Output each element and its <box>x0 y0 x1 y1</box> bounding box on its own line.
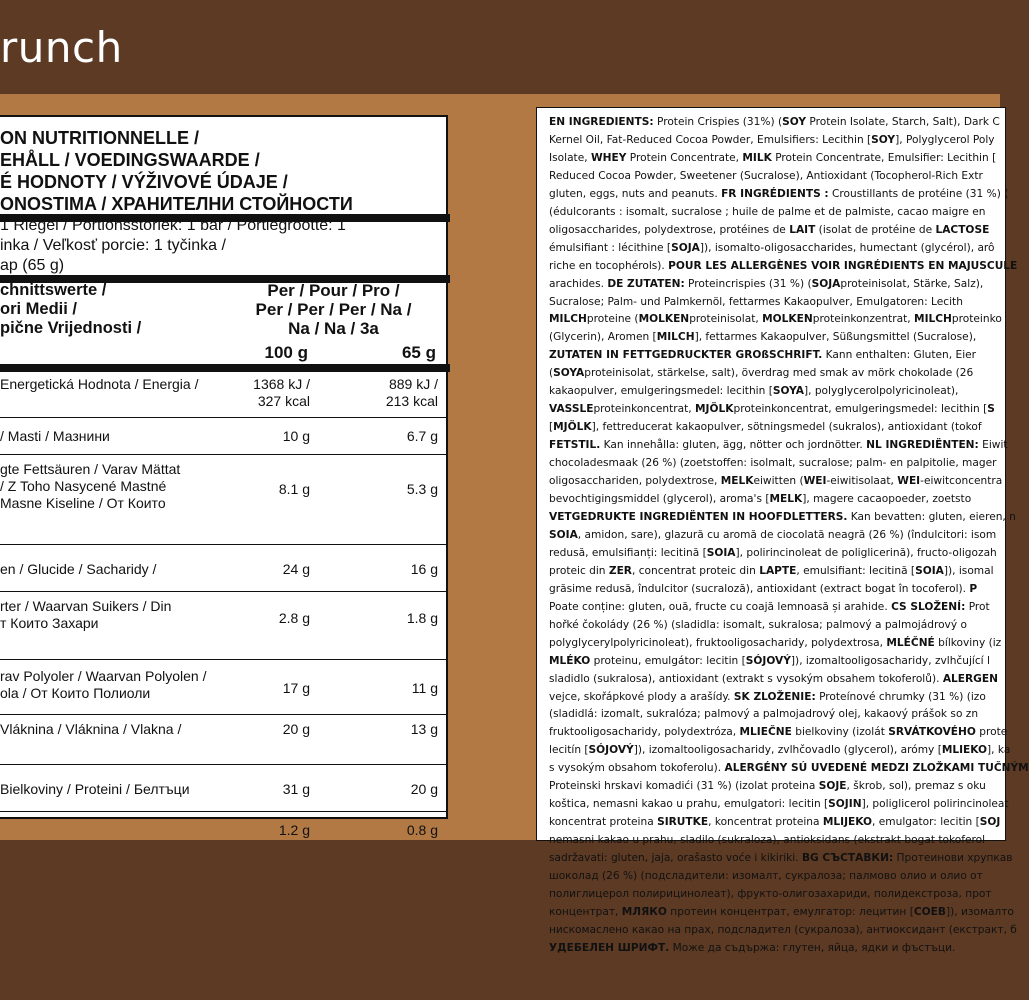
ingredients-line <box>549 832 1019 850</box>
ingredients-run: -eiwitconcentra <box>920 475 1003 488</box>
ingredients-line <box>549 132 1019 150</box>
value-per-100g <box>283 428 310 445</box>
ingredients-bold-run: ZUTATEN IN FETTGEDRUCKTER GROßSCHRIFT. <box>549 349 823 362</box>
ingredients-run: ], fettreducerat kakaopulver, sötningsmedel (sukralos), antioxidant (tokof <box>591 421 982 434</box>
ingredients-line <box>549 114 1019 132</box>
ingredients-run: oligosaccharides, polydextrose, protéines de <box>549 223 790 236</box>
value-per-100g-line: 1368 kJ / <box>253 376 310 392</box>
product-title: runch <box>0 23 123 72</box>
value-per-serving-line: 11 g <box>411 679 438 696</box>
ingredients-run: , škrob, sol), premaz s oku <box>846 780 986 793</box>
ingredients-bold-run: УДЕБЕЛЕН ШРИФТ. <box>549 941 670 954</box>
ingredients-run: proteine ( <box>586 313 639 326</box>
ingredients-bold-run: SOJ <box>979 816 1001 829</box>
ingredients-run: Poate conține: gluten, ouă, fructe cu coajă lemnoasă și arahide. <box>549 600 892 613</box>
ingredients-line <box>549 689 1019 707</box>
ingredients-bold-run: MLÉKO <box>549 654 591 667</box>
ingredients-run: nemasni kakao u prahu, sladilo (sukraloza), antioksidans (ekstrakt bogat tokoferol <box>549 834 986 847</box>
nutrient-label-line: Bielkoviny / Proteini / Белтъци <box>0 781 190 797</box>
nutrient-label-line: Vláknina / Vláknina / Vlakna / <box>0 721 182 737</box>
ingredients-bold-run: WEI <box>803 475 827 488</box>
ingredients-bold-run: P <box>969 582 978 595</box>
ingredients-bold-run: MILCH <box>656 331 695 344</box>
ingredients-run: proteinkoncentrat, <box>593 403 696 416</box>
ingredients-line <box>549 473 1019 491</box>
ingredients-run: ], polirincinoleat de poliglicerină), fructo-oligozah <box>735 546 997 559</box>
nutrient-row <box>0 714 448 765</box>
nutrient-label-line: gte Fettsäuren / Varav Mättat <box>0 461 181 477</box>
value-per-serving <box>411 561 438 578</box>
ingredients-run: (isolat de protéine de <box>815 223 936 236</box>
nutrition-heading-line: ON NUTRITIONNELLE / <box>0 128 199 148</box>
ingredients-line <box>549 365 1019 383</box>
nutrient-label <box>0 781 190 798</box>
ingredients-line <box>549 724 1019 742</box>
value-per-serving-line: 1.8 g <box>406 609 438 626</box>
ingredients-line <box>549 886 1019 904</box>
ingredients-bold-run: MELK <box>769 493 803 506</box>
value-per-100g <box>283 561 310 578</box>
ingredients-run: ], polyglycerolpolyricinoleat), <box>803 385 959 398</box>
ingredients-bold-run: SOIA <box>549 528 578 541</box>
ingredients-bold-run: SÓJOVÝ <box>745 654 791 667</box>
nutrition-heading-line: É HODNOTY / VÝŽIVOVÉ ÚDAJE / <box>0 172 288 192</box>
nutrient-label-line: rav Polyoler / Waarvan Polyolen / <box>0 668 207 684</box>
ingredients-bold-run: SOIA <box>706 546 736 559</box>
ingredients-run: (Glycerin), Aromen [ <box>549 331 657 344</box>
ingredients-line <box>549 940 1019 958</box>
serving-size-line: inka / Veľkosť porcie: 1 tyčinka / <box>0 237 226 254</box>
ingredients-bold-run: SOJA <box>671 241 700 254</box>
ingredients-run: Kann enthalten: Gluten, Eier <box>822 349 977 362</box>
ingredients-line <box>549 437 1019 455</box>
value-per-serving-line: 16 g <box>410 561 438 577</box>
top-banner <box>0 0 1000 94</box>
value-per-100g-line: 24 g <box>282 561 310 577</box>
value-per-serving <box>411 721 438 738</box>
ingredients-run: bielkoviny (izolát <box>791 726 889 739</box>
ingredients-bold-run: SOJA <box>811 277 841 290</box>
ingredients-line <box>549 527 1019 545</box>
value-per-100g <box>279 822 310 839</box>
ingredients-bold-run: WHEY <box>590 151 627 164</box>
ingredients-run: Kernel Oil, Fat-Reduced Cocoa Powder, Emulsifiers: Lecithin [ <box>549 133 872 146</box>
ingredients-run: oligosacchariden, polydextrose, <box>549 475 721 488</box>
ingredients-text <box>549 114 1029 958</box>
ingredients-run: koštica, nemasni kakao u prahu, emulgatori: lecitin [ <box>549 798 829 811</box>
ingredients-bold-run: SOYA <box>772 385 804 398</box>
nutrient-label <box>0 721 181 738</box>
value-per-100g <box>283 781 310 798</box>
ingredients-line <box>549 706 1019 724</box>
ingredients-run: proteinko <box>951 313 1002 326</box>
ingredients-line <box>549 778 1019 796</box>
value-per-100g-line: 2.8 g <box>278 609 310 626</box>
ingredients-line <box>549 150 1019 168</box>
average-values-header-line: ori Medii / <box>0 300 78 318</box>
ingredients-run: lecitín [ <box>549 744 589 757</box>
ingredients-line <box>549 294 1019 312</box>
ingredients-bold-run: ZER <box>608 564 632 577</box>
value-per-serving-line: 13 g <box>410 721 438 737</box>
per-serving-header: 65 g <box>401 343 436 362</box>
ingredients-run: , emulgator: lecitin [ <box>872 816 980 829</box>
ingredients-bold-run: FR INGRÉDIENTS : <box>721 187 829 200</box>
nutrient-row <box>0 764 448 812</box>
ingredients-run: chocoladesmaak (26 %) (zoetstoffen: isolmalt, sucralose; palm- en palpitolie, mager <box>549 457 997 470</box>
ingredients-run: riche en tocophérols). <box>549 259 669 272</box>
nutrition-heading <box>0 127 353 215</box>
ingredients-line <box>549 204 1019 222</box>
value-per-100g-line: 17 g <box>282 679 310 696</box>
ingredients-line <box>549 599 1019 617</box>
value-per-serving <box>411 781 438 798</box>
ingredients-line <box>549 168 1019 186</box>
ingredients-line <box>549 796 1019 814</box>
serving-size-line: 1 Riegel / Portionsstorlek: 1 bar / Portiegrootte: 1 <box>0 217 346 234</box>
ingredients-run: ], fettarmes Kakaopulver, Süßungsmittel (Sucralose), <box>694 331 977 344</box>
ingredients-bold-run: SOY <box>871 133 896 146</box>
nutrient-row <box>0 544 448 592</box>
ingredients-bold-run: MJÖLK <box>695 403 734 416</box>
ingredients-bold-run: SK ZLOŽENIE: <box>733 690 816 703</box>
nutrient-label <box>0 668 206 702</box>
value-per-100g <box>279 610 310 627</box>
ingredients-run: Kan bevatten: gluten, eieren, n <box>847 510 1016 523</box>
value-per-serving <box>407 822 438 839</box>
ingredients-bold-run: MILCH <box>549 313 587 326</box>
ingredients-bold-run: МЛЯКО <box>621 905 667 918</box>
ingredients-run: sladidlo (sukralosa), antioxidant (extrakt s vysokým obsahem tokoferolů). <box>549 672 943 685</box>
ingredients-run: протеин концентрат, емулгатор: лецитин [ <box>666 905 914 918</box>
ingredients-run: Протеинови хрупкав <box>893 852 1013 865</box>
ingredients-run: Protein Isolate, Starch, Salt), Dark C <box>806 116 1000 128</box>
ingredients-bold-run: NL INGREDIËNTEN: <box>866 439 979 452</box>
value-per-100g-line: 10 g <box>282 428 310 444</box>
value-per-serving-line: 0.8 g <box>406 822 438 838</box>
ingredients-run: ], Polyglycerol Poly <box>895 133 995 146</box>
ingredients-run: ], poliglicerol polirincinoleat <box>861 798 1009 811</box>
ingredients-line <box>549 653 1019 671</box>
ingredients-line <box>549 850 1019 868</box>
ingredients-run: шоколад (26 %) (подсладители: изомалт, сукралоза; палмово олио и олио от <box>549 870 983 883</box>
value-per-100g-line: 1.2 g <box>278 822 310 838</box>
ingredients-bold-run: SRVÁTKOVÉHO <box>888 726 976 739</box>
value-per-100g <box>283 721 310 738</box>
ingredients-run: proteinisolat, Stärke, Salz), <box>840 277 984 290</box>
ingredients-bold-run: CS SLOŽENÍ: <box>891 600 966 613</box>
nutrient-label <box>0 598 171 632</box>
ingredients-line <box>549 868 1019 886</box>
nutrient-label <box>0 376 198 393</box>
ingredients-bold-run: VETGEDRUKTE INGREDIËNTEN IN HOOFDLETTERS. <box>549 510 848 523</box>
ingredients-run: , koncentrat proteina <box>708 816 823 829</box>
ingredients-run: proteinisolat, <box>689 313 763 326</box>
nutrient-row <box>0 591 448 660</box>
ingredients-bold-run: BG СЪСТАВКИ: <box>801 852 894 865</box>
per-100g-header: 100 g <box>264 343 308 362</box>
ingredients-run: [ <box>549 421 554 434</box>
nutrient-row <box>0 417 448 455</box>
value-per-serving <box>412 680 438 697</box>
value-per-100g <box>279 481 310 498</box>
nutrition-heading-line: ONOSTIMA / ХРАНИТЕЛНИ СТОЙНОСТИ <box>0 194 353 214</box>
ingredients-bold-run: MLIJEKO <box>822 816 873 829</box>
ingredients-bold-run: MOLKEN <box>638 313 690 326</box>
ingredients-run: s vysokým obsahom tokoferolu). <box>549 762 725 775</box>
ingredients-bold-run: SOJIN <box>828 798 862 811</box>
ingredients-run: полиглицерол полирицинолеат), фрукто-олигозахариди, полидекстроза, прот <box>549 887 992 900</box>
per-header-line: Per / Per / Per / Na / <box>255 300 412 319</box>
nutrient-label-line: rter / Waarvan Suikers / Din <box>0 598 172 614</box>
ingredients-run: bevochtigingsmiddel (glycerol), aroma's [ <box>549 493 770 506</box>
ingredients-run: polyglycerylpolyricinoleat), fruktooligosacharidy, polydextrosa, <box>549 636 887 649</box>
value-per-100g-line: 20 g <box>282 721 310 737</box>
ingredients-line <box>549 671 1019 689</box>
nutrition-facts-panel <box>0 115 448 838</box>
ingredients-run: ( <box>549 367 554 380</box>
ingredients-run: bílkoviny (iz <box>934 636 1002 649</box>
ingredients-line <box>549 383 1019 401</box>
nutrient-row <box>0 811 448 852</box>
ingredients-run: grăsime redusă, îndulcitor (sucraloză), antioxidant (extract bogat în tocoferol). <box>549 582 970 595</box>
ingredients-bold-run: СОЕВ <box>913 905 946 918</box>
nutrient-label-line: / Z Toho Nasycené Mastné <box>0 478 167 494</box>
ingredients-bold-run: SOJE <box>818 780 847 793</box>
ingredients-line <box>549 617 1019 635</box>
value-per-100g-line: 31 g <box>282 781 310 797</box>
ingredients-run: (sladidlá: izomalt, sukralóza; palmový a palmojadrový olej, kakaový prášok so zn <box>549 708 979 721</box>
ingredients-bold-run: MELK <box>720 475 754 488</box>
ingredients-run: Eiwit <box>978 439 1008 452</box>
ingredients-run: Sucralose; Palm- und Palmkernöl, fettarmes Kakaopulver, Emulgatoren: Lecith <box>549 295 963 308</box>
ingredients-run: redusă, emulsifianți: lecitină [ <box>549 546 707 559</box>
ingredients-bold-run: S <box>987 403 995 416</box>
nutrient-label-line: Energetická Hodnota / Energia / <box>0 376 199 392</box>
ingredients-bold-run: VASSLE <box>549 403 594 416</box>
serving-size <box>0 216 346 276</box>
ingredients-run: Proteincrispies (31 %) ( <box>684 277 812 290</box>
value-per-100g-line: 8.1 g <box>278 481 310 497</box>
ingredients-run: vejce, skořápkové plody a arašídy. <box>549 690 734 703</box>
ingredients-bold-run: FETSTIL. <box>549 439 601 452</box>
ingredients-run: Proteínové chrumky (31 %) (izo <box>815 690 986 703</box>
ingredients-run: koncentrat proteina <box>549 816 658 829</box>
nutrition-heading-line: EHÅLL / VOEDINGSWAARDE / <box>0 150 260 170</box>
per-header <box>231 281 436 338</box>
nutrient-label <box>0 561 156 578</box>
value-per-100g <box>253 376 310 410</box>
ingredients-run: kakaopulver, emulgeringsmedel: lecithin [ <box>549 385 773 398</box>
ingredients-run: proteic din <box>549 564 609 577</box>
ingredients-run: proteinkonzentrat, <box>812 313 915 326</box>
nutrient-row <box>0 659 448 715</box>
ingredients-line <box>549 401 1019 419</box>
ingredients-run: ]), izomaltooligosacharidy, zvlhčovadlo (glycerol), arómy [ <box>633 744 942 757</box>
ingredients-run: (édulcorants : isomalt, sucralose ; huile de palme et de palmiste, cacao maigre en <box>549 205 986 218</box>
nutrient-label <box>0 461 180 512</box>
ingredients-run: Protein Concentrate, <box>626 151 743 164</box>
average-values-header-line: chnittswerte / <box>0 281 107 299</box>
nutrient-label-line: / Masti / Мазнини <box>0 428 110 444</box>
value-per-100g-line: 327 kcal <box>257 393 310 409</box>
ingredients-run: Може да съдържа: глутен, яйца, ядки и фъстъци. <box>669 941 956 954</box>
average-values-header-line: pične Vrijednosti / <box>0 319 142 337</box>
ingredients-run: proteinu, emulgátor: lecitin [ <box>590 654 746 667</box>
ingredients-bold-run: LACTOSE <box>935 223 990 236</box>
value-per-serving-line: 20 g <box>410 781 438 797</box>
ingredients-run: нискомаслено какао на прах, подсладител (сукралоза), антиоксидант (екстракт, б <box>549 923 1017 936</box>
ingredients-line <box>549 329 1019 347</box>
ingredients-line <box>549 814 1019 832</box>
per-header-line: Per / Pour / Pro / <box>267 281 400 300</box>
ingredients-line <box>549 222 1019 240</box>
ingredients-run: ]), isomal <box>943 564 994 577</box>
ingredients-bold-run: SOY <box>782 116 807 128</box>
ingredients-panel <box>536 107 1029 954</box>
value-per-serving-line: 5.3 g <box>406 481 438 497</box>
value-per-serving-line: 213 kcal <box>385 393 438 409</box>
ingredients-bold-run: SOIA <box>915 564 944 577</box>
nutrient-label <box>0 428 110 445</box>
value-per-100g <box>283 680 310 697</box>
ingredients-line <box>549 545 1019 563</box>
ingredients-line <box>549 635 1019 653</box>
ingredients-bold-run: MLIEKO <box>941 744 988 757</box>
ingredients-run: Isolate, <box>549 151 591 164</box>
ingredients-line <box>549 455 1019 473</box>
ingredients-run: Prot <box>965 600 990 613</box>
ingredients-run: eiwitten ( <box>753 475 804 488</box>
ingredients-run: ], ka <box>987 744 1011 757</box>
per-header-line: Na / Na / 3a <box>288 319 379 338</box>
ingredients-run: hořké čokolády (26 %) (sladidla: isomalt, sukralosa; palmový a palmojádrový o <box>549 618 967 631</box>
nutrient-row <box>0 454 448 545</box>
ingredients-line <box>549 581 1019 599</box>
ingredients-bold-run: LAIT <box>789 223 816 236</box>
ingredients-line <box>549 491 1019 509</box>
ingredients-line <box>549 760 1029 778</box>
ingredients-run: , emulsifiant: lecitină [ <box>796 564 916 577</box>
serving-size-line: ap (65 g) <box>0 257 65 274</box>
ingredients-run: , concentrat proteic din <box>631 564 760 577</box>
ingredients-run: arachides. <box>549 277 608 290</box>
nutrient-label-line: ola / От Които Полиоли <box>0 685 151 701</box>
value-per-serving-line: 6.7 g <box>406 428 438 444</box>
ingredients-run: émulsifiant : lécithine [ <box>549 241 672 254</box>
ingredients-line <box>549 563 1019 581</box>
value-per-serving <box>407 428 438 445</box>
ingredients-run: Reduced Cocoa Powder, Sweetener (Sucralose), Antioxidant (Tocopherol-Rich Extr <box>549 169 983 182</box>
ingredients-bold-run: SÓJOVÝ <box>588 744 634 757</box>
ingredients-bold-run: SIRUTKE <box>657 816 709 829</box>
ingredients-run: ], magere cacaopoeder, zoetsto <box>802 493 972 506</box>
ingredients-run: fruktooligosacharidy, polydextróza, <box>549 726 740 739</box>
ingredients-run: Kan innehålla: gluten, ägg, nötter och jordnötter. <box>600 439 867 452</box>
ingredients-line <box>549 258 1019 276</box>
nutrient-label-line: Masne Kiseline / От Които <box>0 495 166 511</box>
ingredients-bold-run: WEI <box>897 475 921 488</box>
ingredients-bold-run: DE ZUTATEN: <box>607 277 685 290</box>
ingredients-line <box>549 904 1019 922</box>
ingredients-run: prote <box>975 726 1008 739</box>
ingredients-bold-run: ALERGEN <box>942 672 998 685</box>
value-per-serving <box>407 610 438 627</box>
value-per-serving-line: 889 kJ / <box>388 376 438 392</box>
ingredients-run: Protein Concentrate, Emulsifier: Lecithin [ <box>771 151 997 164</box>
ingredients-run: , amidon, sare), glazură cu aromă de ciocolată neagră (26 %) (îndulcitori: isom <box>577 528 997 541</box>
ingredients-line <box>549 347 1019 365</box>
ingredients-run: ]), изомалто <box>945 905 1014 918</box>
value-per-serving <box>386 376 438 410</box>
ingredients-bold-run: MLÉČNÉ <box>886 636 935 649</box>
ingredients-run: Proteinski hrskavi komadići (31 %) (izolat proteina <box>549 780 819 793</box>
ingredients-line <box>549 186 1019 204</box>
ingredients-line <box>549 742 1019 760</box>
ingredients-line <box>549 922 1019 940</box>
ingredients-line <box>549 240 1019 258</box>
ingredients-run: proteinisolat, stärkelse, salt), överdrag med smak av mörk chokolade (26 <box>584 367 974 380</box>
nutrient-row <box>0 370 448 417</box>
ingredients-bold-run: EN INGREDIENTS: <box>549 116 654 128</box>
ingredients-bold-run: POUR LES ALLERGÈNES VOIR INGRÉDIENTS EN MAJUSCULE <box>668 259 1018 272</box>
ingredients-line <box>549 276 1019 294</box>
ingredients-bold-run: ALERGÉNY SÚ UVEDENÉ MEDZI ZLOŽKAMI TUČNÝM <box>724 762 1029 775</box>
ingredients-run: ]), izomaltooligosacharidy, zvlhčující l <box>790 654 990 667</box>
ingredients-bold-run: MOLKEN <box>762 313 813 326</box>
ingredients-bold-run: SOYA <box>553 367 585 380</box>
ingredients-run: sadržavati: gluten, jaja, orašasto voće i kikiriki. <box>549 852 802 865</box>
ingredients-line <box>549 509 1019 527</box>
ingredients-bold-run: LAPTE <box>759 564 797 577</box>
ingredients-bold-run: MILCH <box>914 313 952 326</box>
ingredients-run: концентрат, <box>549 905 622 918</box>
ingredients-run: -eiwitisolaat, <box>826 475 898 488</box>
nutrient-label-line: т Които Захари <box>0 615 99 631</box>
ingredients-bold-run: MLIEČNE <box>739 726 792 739</box>
ingredients-run: gluten, eggs, nuts and peanuts. <box>549 187 722 200</box>
average-values-header <box>0 281 141 338</box>
ingredients-run: ]), isomalto-oligosaccharides, humectant (glycérol), arô <box>699 241 995 254</box>
ingredients-bold-run: MJÖLK <box>553 421 592 434</box>
ingredients-line <box>549 419 1019 437</box>
ingredients-bold-run: MILK <box>742 151 772 164</box>
ingredients-run: proteinkoncentrat, emulgeringsmedel: lecithin [ <box>733 403 988 416</box>
value-per-serving <box>407 481 438 498</box>
ingredients-line <box>549 311 1019 329</box>
ingredients-run: Croustillants de protéine (31 %) ( <box>828 187 1009 200</box>
nutrient-label-line: en / Glucide / Sacharidy / <box>0 561 157 577</box>
ingredients-run: Protein Crispies (31%) ( <box>653 116 783 128</box>
